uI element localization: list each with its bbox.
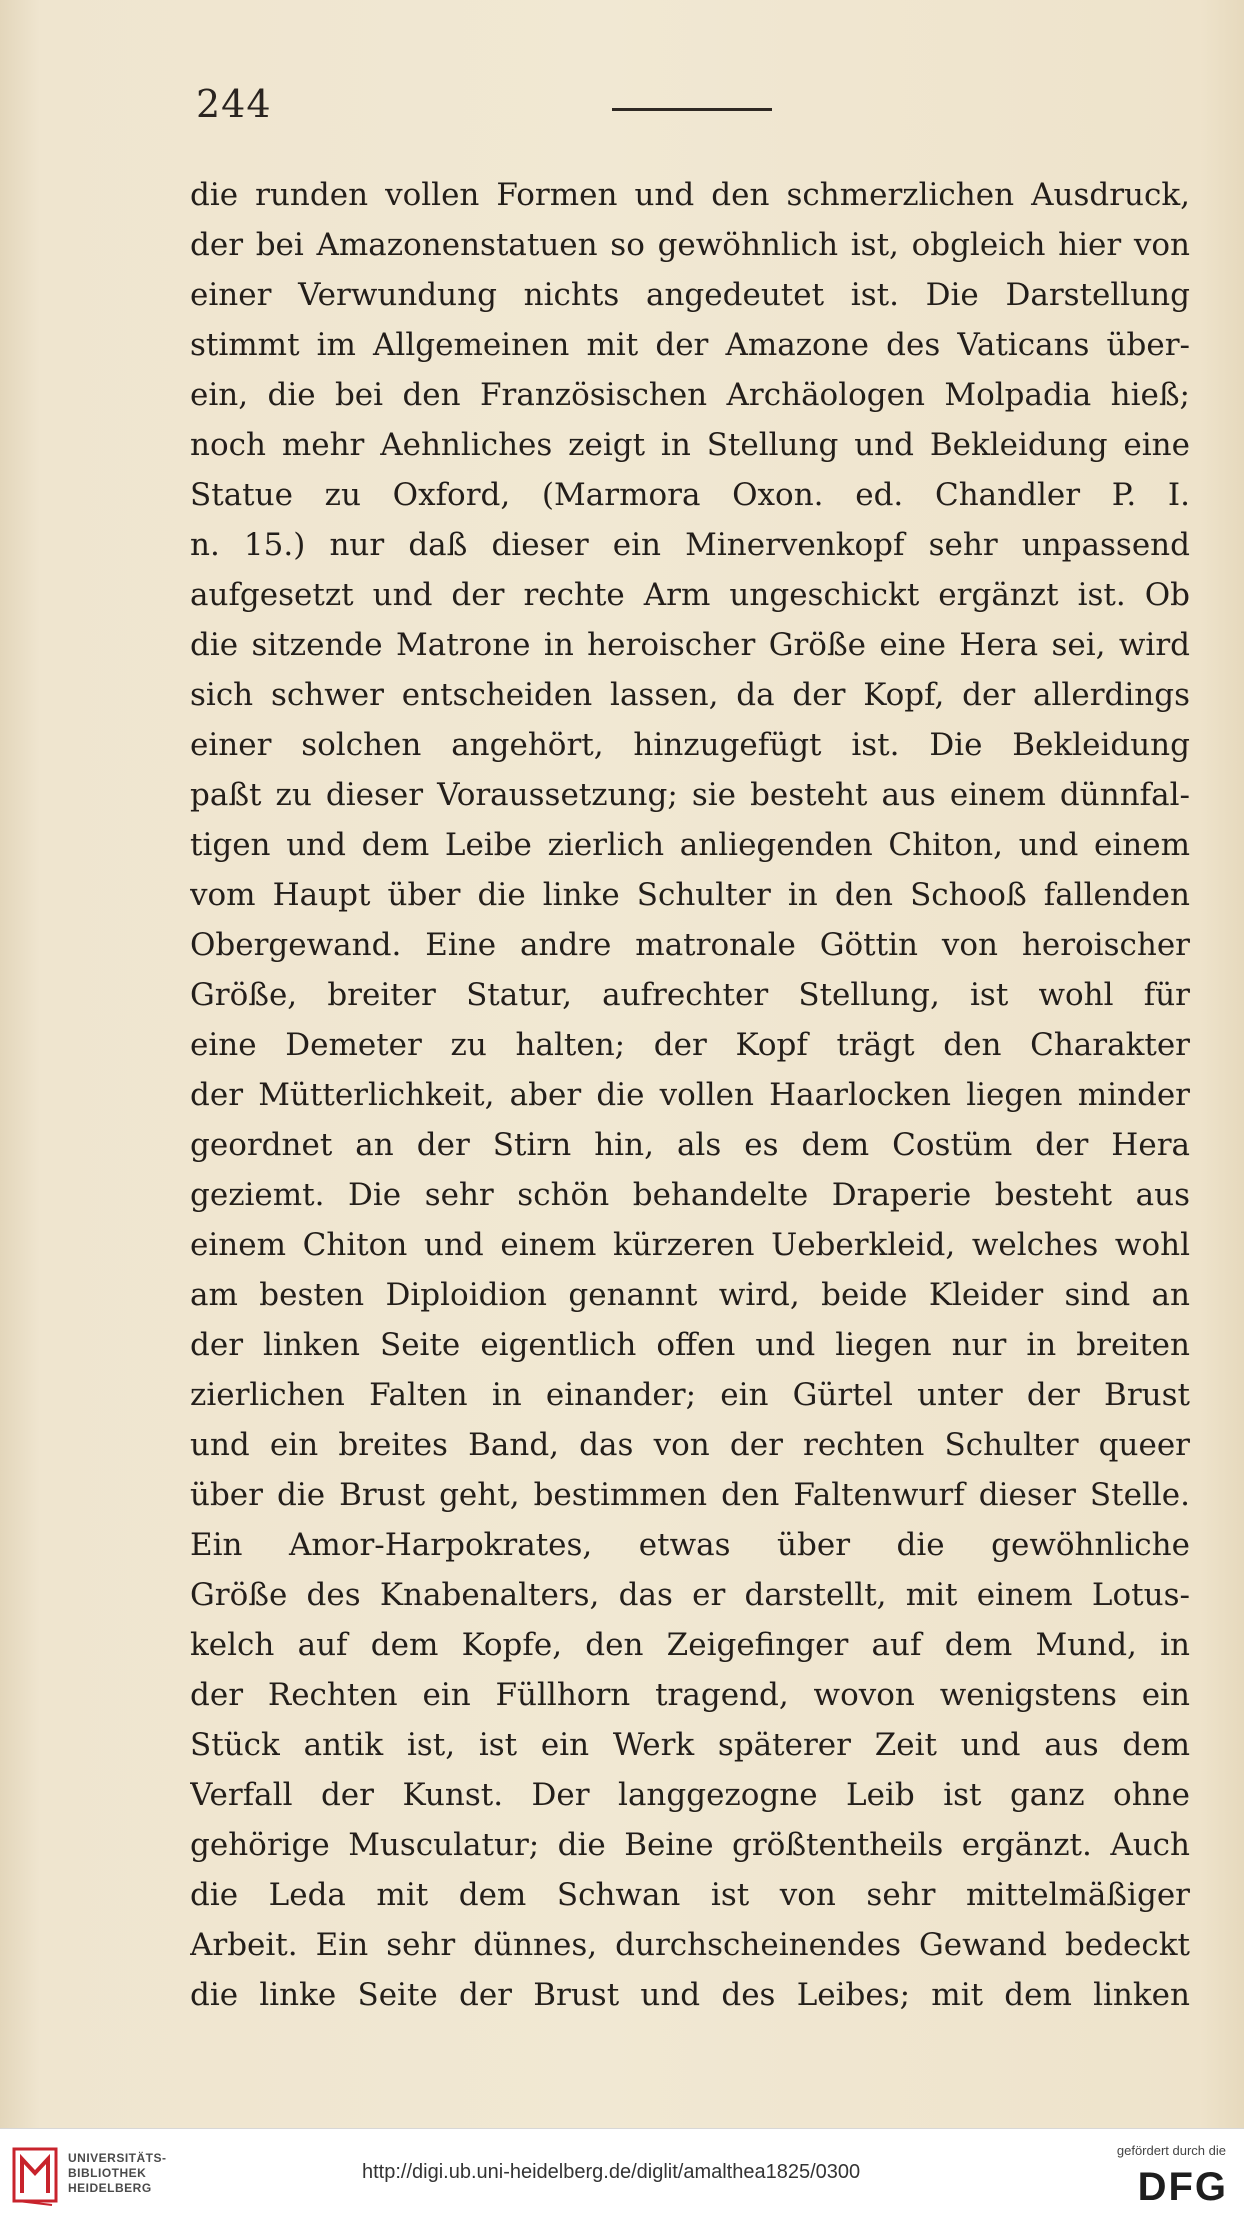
text-line: geziemt. Die sehr schön behandelte Draperie besteht aus	[190, 1177, 1190, 1213]
text-line: Verfall der Kunst. Der langgezogne Leib ist ganz ohne	[190, 1777, 1190, 1813]
text-line: die runden vollen Formen und den schmerzlichen Ausdruck,	[190, 177, 1190, 213]
text-line: n. 15.) nur daß dieser ein Minervenkopf sehr unpassend	[190, 527, 1190, 563]
text-line: Obergewand. Eine andre matronale Göttin von heroischer	[190, 927, 1190, 963]
library-name-line: UNIVERSITÄTS-	[68, 2151, 167, 2165]
text-line: vom Haupt über die linke Schulter in den Schooß fallenden	[190, 877, 1190, 913]
text-line: Größe, breiter Statur, aufrechter Stellung, ist wohl für	[190, 977, 1190, 1013]
text-line: Stück antik ist, ist ein Werk späterer Zeit und aus dem	[190, 1727, 1190, 1763]
text-line: paßt zu dieser Voraussetzung; sie besteht aus einem dünnfal-	[190, 777, 1190, 813]
viewer-footer	[0, 2128, 1244, 2221]
text-line: sich schwer entscheiden lassen, da der Kopf, der allerdings	[190, 677, 1190, 713]
text-line: gehörige Musculatur; die Beine größtentheils ergänzt. Auch	[190, 1827, 1190, 1863]
text-line: Arbeit. Ein sehr dünnes, durchscheinendes Gewand bedeckt	[190, 1927, 1190, 1963]
body-text	[190, 170, 1190, 2020]
text-line: der Rechten ein Füllhorn tragend, wovon wenigstens ein	[190, 1677, 1190, 1713]
text-line: einer Verwundung nichts angedeutet ist. Die Darstellung	[190, 277, 1190, 313]
page-number: 244	[196, 82, 272, 126]
text-line: am besten Diploidion genannt wird, beide Kleider sind an	[190, 1277, 1190, 1313]
text-line: eine Demeter zu halten; der Kopf trägt den Charakter	[190, 1027, 1190, 1063]
dfg-logo: DFG	[1137, 2165, 1228, 2209]
library-name-line: HEIDELBERG	[68, 2181, 152, 2195]
text-line: einem Chiton und einem kürzeren Ueberkleid, welches wohl	[190, 1227, 1190, 1263]
university-library-logo-icon	[12, 2143, 58, 2207]
text-line: noch mehr Aehnliches zeigt in Stellung und Bekleidung eine	[190, 427, 1190, 463]
text-line: Statue zu Oxford, (Marmora Oxon. ed. Chandler P. I.	[190, 477, 1190, 513]
permalink-url[interactable]: http://digi.ub.uni-heidelberg.de/diglit/amalthea1825/0300	[362, 2161, 861, 2183]
text-line: der Mütterlichkeit, aber die vollen Haarlocken liegen minder	[190, 1077, 1190, 1113]
text-line: Ein Amor-Harpokrates, etwas über die gewöhnliche	[190, 1527, 1190, 1563]
sponsor-label: gefördert durch die	[1116, 2143, 1226, 2158]
text-line: der bei Amazonenstatuen so gewöhnlich ist, obgleich hier von	[190, 227, 1190, 263]
text-line: die Leda mit dem Schwan ist von sehr mittelmäßiger	[190, 1877, 1190, 1913]
text-line: aufgesetzt und der rechte Arm ungeschickt ergänzt ist. Ob	[190, 577, 1190, 613]
text-line: und ein breites Band, das von der rechten Schulter queer	[190, 1427, 1190, 1463]
header-rule	[612, 108, 772, 111]
library-name	[68, 2151, 167, 2196]
text-line: kelch auf dem Kopfe, den Zeigefinger auf dem Mund, in	[190, 1627, 1190, 1663]
text-line: tigen und dem Leibe zierlich anliegenden Chiton, und einem	[190, 827, 1190, 863]
text-line: ein, die bei den Französischen Archäologen Molpadia hieß;	[190, 377, 1190, 413]
library-name-line: BIBLIOTHEK	[68, 2166, 147, 2180]
text-line: Größe des Knabenalters, das er darstellt, mit einem Lotus-	[190, 1577, 1190, 1613]
text-line: stimmt im Allgemeinen mit der Amazone des Vaticans über-	[190, 327, 1190, 363]
text-line: der linken Seite eigentlich offen und liegen nur in breiten	[190, 1327, 1190, 1363]
text-line: zierlichen Falten in einander; ein Gürtel unter der Brust	[190, 1377, 1190, 1413]
text-line: geordnet an der Stirn hin, als es dem Costüm der Hera	[190, 1127, 1190, 1163]
text-line: die linke Seite der Brust und des Leibes; mit dem linken	[190, 1977, 1190, 2013]
text-line: über die Brust geht, bestimmen den Faltenwurf dieser Stelle.	[190, 1477, 1190, 1513]
text-line: die sitzende Matrone in heroischer Größe eine Hera sei, wird	[190, 627, 1190, 663]
text-line: einer solchen angehört, hinzugefügt ist. Die Bekleidung	[190, 727, 1190, 763]
